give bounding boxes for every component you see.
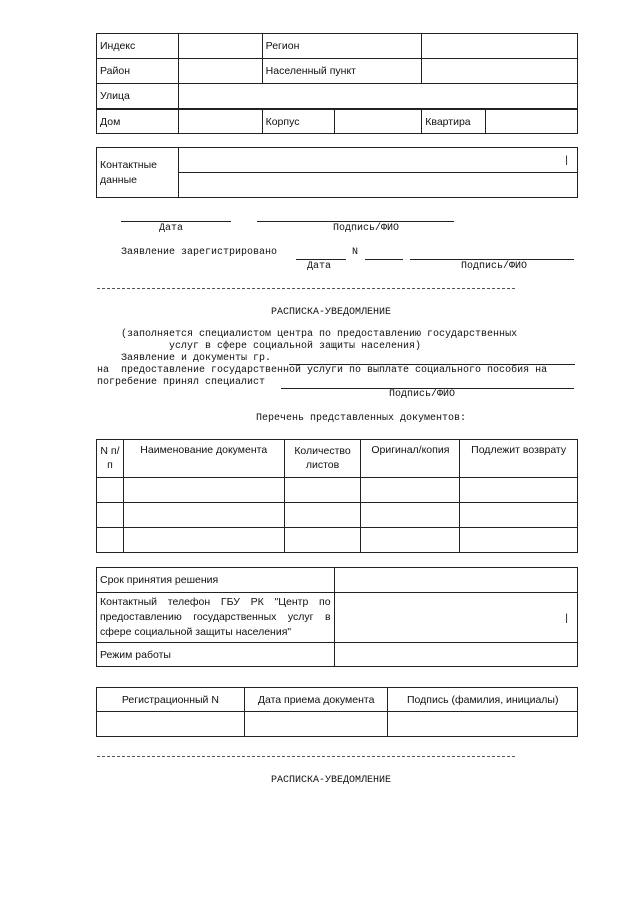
docs-header-return: Подлежит возврату [460,440,578,478]
decision-term-field[interactable] [334,568,577,593]
docs-header-number: N п/п [97,440,124,478]
registration-date-caption: Дата [307,261,332,272]
receipt-subtitle-1: (заполняется специалистом центра по предоставлению государственных [121,329,518,340]
reg-header-date: Дата приема документа [244,688,388,712]
table-cell[interactable] [123,478,284,503]
registration-date-line[interactable] [296,259,346,260]
street-field[interactable] [178,84,577,109]
contacts-field-1[interactable] [178,148,577,173]
reg-date-field[interactable] [244,712,388,737]
table-cell[interactable] [123,528,284,553]
district-label: Район [97,59,179,84]
reg-header-number: Регистрационный N [97,688,245,712]
docs-header-sheets: Количество листов [284,440,361,478]
street-label: Улица [97,84,179,109]
index-label: Индекс [97,34,179,59]
phone-field[interactable] [334,593,577,643]
table-row [97,503,578,528]
table-cell[interactable] [97,503,124,528]
signature-line[interactable] [257,221,454,222]
table-cell[interactable] [460,503,578,528]
cut-line-2 [97,756,515,757]
signature-caption: Подпись/ФИО [333,223,400,234]
registration-table [96,687,578,737]
reg-header-signature: Подпись (фамилия, инициалы) [388,688,578,712]
contacts-mark: | [565,154,568,166]
address-table [96,33,578,109]
reg-signature-field[interactable] [388,712,578,737]
docs-header-original: Оригинал/копия [361,440,460,478]
docs-line-text: Заявление и документы гр. [121,353,272,364]
burial-line-text: погребение принял специалист [97,377,266,388]
house-row-table [96,109,578,134]
settlement-field[interactable] [422,59,578,84]
table-cell[interactable] [361,528,460,553]
settlement-label: Населенный пункт [262,59,422,84]
work-hours-field[interactable] [334,643,577,667]
district-field[interactable] [178,59,262,84]
registration-signature-line[interactable] [410,259,574,260]
receipt-signature-caption: Подпись/ФИО [389,389,456,400]
table-cell[interactable] [123,503,284,528]
table-cell[interactable] [361,503,460,528]
table-cell[interactable] [97,478,124,503]
registration-number-line[interactable] [365,259,403,260]
table-row [97,478,578,503]
table-cell[interactable] [284,478,361,503]
table-cell[interactable] [460,528,578,553]
apartment-field[interactable] [486,110,578,134]
docs-list-title: Перечень представленных документов: [256,413,467,424]
region-field[interactable] [422,34,578,59]
cut-line-1 [97,288,515,289]
info-table [96,567,578,667]
phone-mark: | [565,611,568,624]
service-line-text: предоставление государственной услуги по выплате социального пособия на [121,365,548,376]
building-field[interactable] [334,110,422,134]
building-label: Корпус [262,110,334,134]
registration-signature-caption: Подпись/ФИО [461,261,528,272]
table-cell[interactable] [284,503,361,528]
contacts-label: Контактные данные [97,148,179,198]
number-sign: N [352,247,359,258]
reg-number-field[interactable] [97,712,245,737]
registration-text: Заявление зарегистрировано [121,247,278,258]
table-cell[interactable] [361,478,460,503]
receipt-title: РАСПИСКА-УВЕДОМЛЕНИЕ [271,307,392,318]
date-line[interactable] [121,221,231,222]
phone-label: Контактный телефон ГБУ РК "Центр по предоставлению государственных услуг в сфере социальной защиты населения" [97,593,335,643]
table-cell[interactable] [460,478,578,503]
receipt-subtitle-2: услуг в сфере социальной защиты населения) [169,341,422,352]
docs-header-name: Наименование документа [123,440,284,478]
index-field[interactable] [178,34,262,59]
table-row [97,528,578,553]
region-label: Регион [262,34,422,59]
table-cell[interactable] [284,528,361,553]
table-cell[interactable] [97,528,124,553]
house-field[interactable] [178,110,262,134]
contacts-table [96,147,578,198]
apartment-label: Квартира [422,110,486,134]
decision-term-label: Срок принятия решения [97,568,335,593]
footer-title: РАСПИСКА-УВЕДОМЛЕНИЕ [271,775,392,786]
na-text: на [97,365,110,376]
contacts-field-2[interactable] [178,173,577,198]
date-caption: Дата [159,223,184,234]
documents-table [96,439,578,553]
work-hours-label: Режим работы [97,643,335,667]
house-label: Дом [97,110,179,134]
